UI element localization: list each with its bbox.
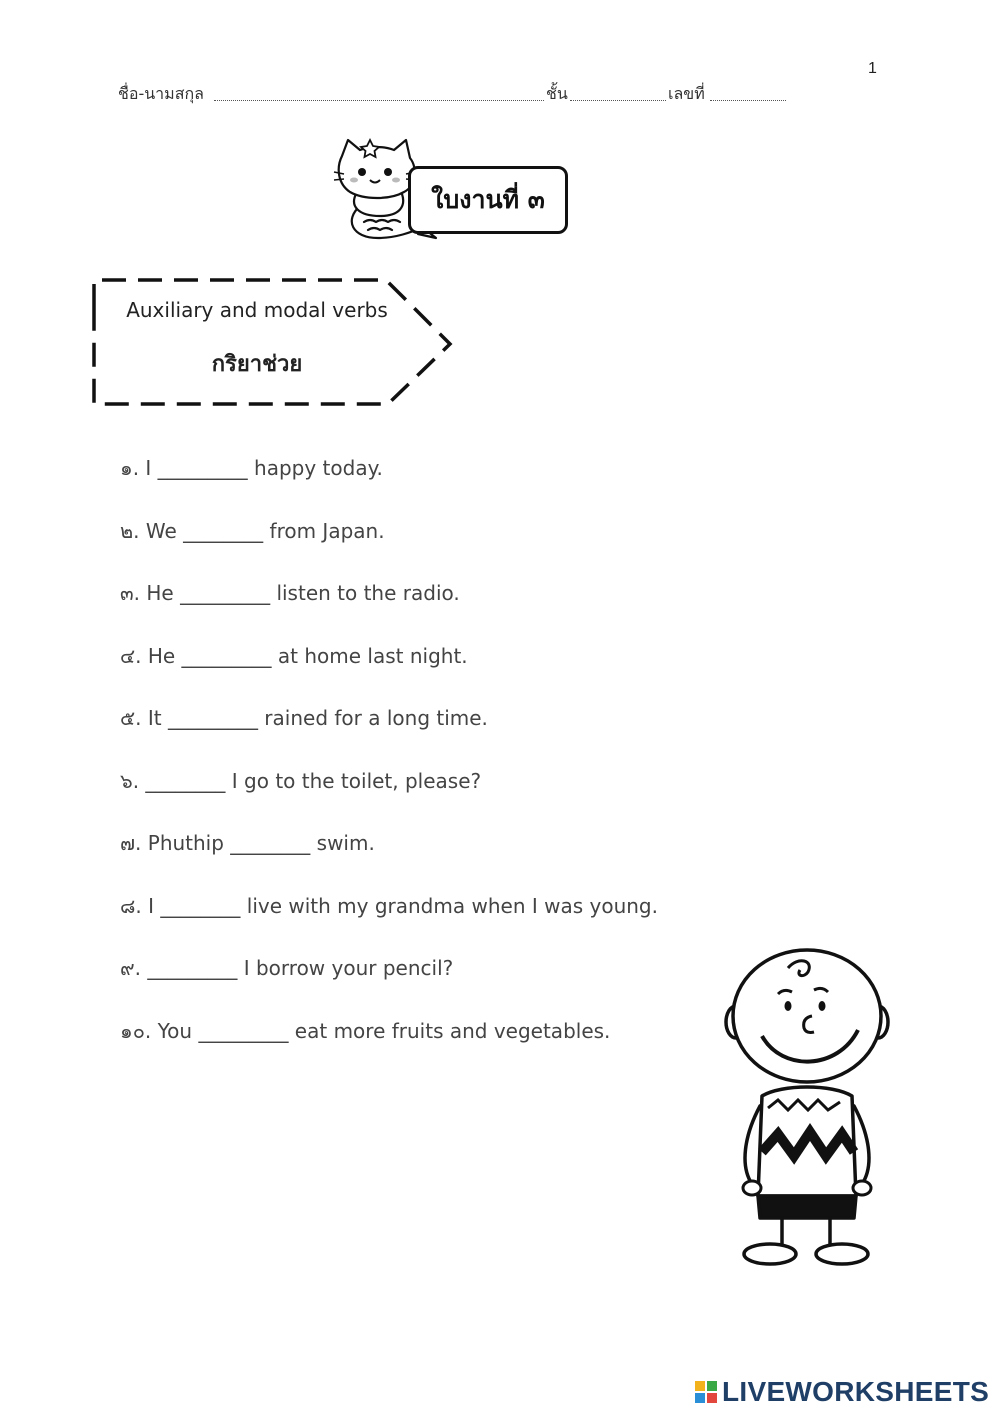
question-item: ๕. It _________ rained for a long time. [120, 706, 488, 730]
liveworksheets-logo-icon [694, 1380, 718, 1404]
student-info-header [118, 82, 798, 108]
class-field[interactable] [570, 100, 666, 101]
question-item: ๔. He _________ at home last night. [120, 643, 468, 668]
question-item: ๖. ________ I go to the toilet, please? [120, 768, 482, 793]
name-field[interactable] [214, 100, 544, 101]
cartoon-boy-illustration [722, 946, 892, 1272]
class-label: ชั้น [546, 84, 568, 103]
liveworksheets-watermark [694, 1372, 989, 1412]
question-item: ๘. I ________ live with my grandma when I was young. [120, 893, 658, 918]
question-item: ๗. Phuthip ________ swim. [120, 831, 375, 855]
name-label: ชื่อ-นามสกุล [118, 84, 204, 103]
section-title-thai: กริยาช่วย [211, 352, 303, 377]
question-item: ๓. He _________ listen to the radio. [120, 581, 460, 605]
question-item: ๒. We ________ from Japan. [120, 518, 385, 543]
question-item: ๑๐. You _________ eat more fruits and vegetables. [120, 1018, 611, 1043]
number-label: เลขที่ [668, 84, 705, 103]
question-item: ๑. I _________ happy today. [120, 456, 383, 480]
number-field[interactable] [710, 100, 786, 101]
watermark-text: LIVEWORKSHEETS [722, 1376, 990, 1407]
question-list [120, 452, 740, 1077]
question-item: ๙. _________ I borrow your pencil? [120, 956, 454, 980]
section-title-english: Auxiliary and modal verbs [126, 298, 388, 322]
section-banner-frame [88, 272, 458, 412]
worksheet-title: ใบงานที่ ๓ [408, 166, 568, 234]
page-number: 1 [868, 60, 877, 77]
